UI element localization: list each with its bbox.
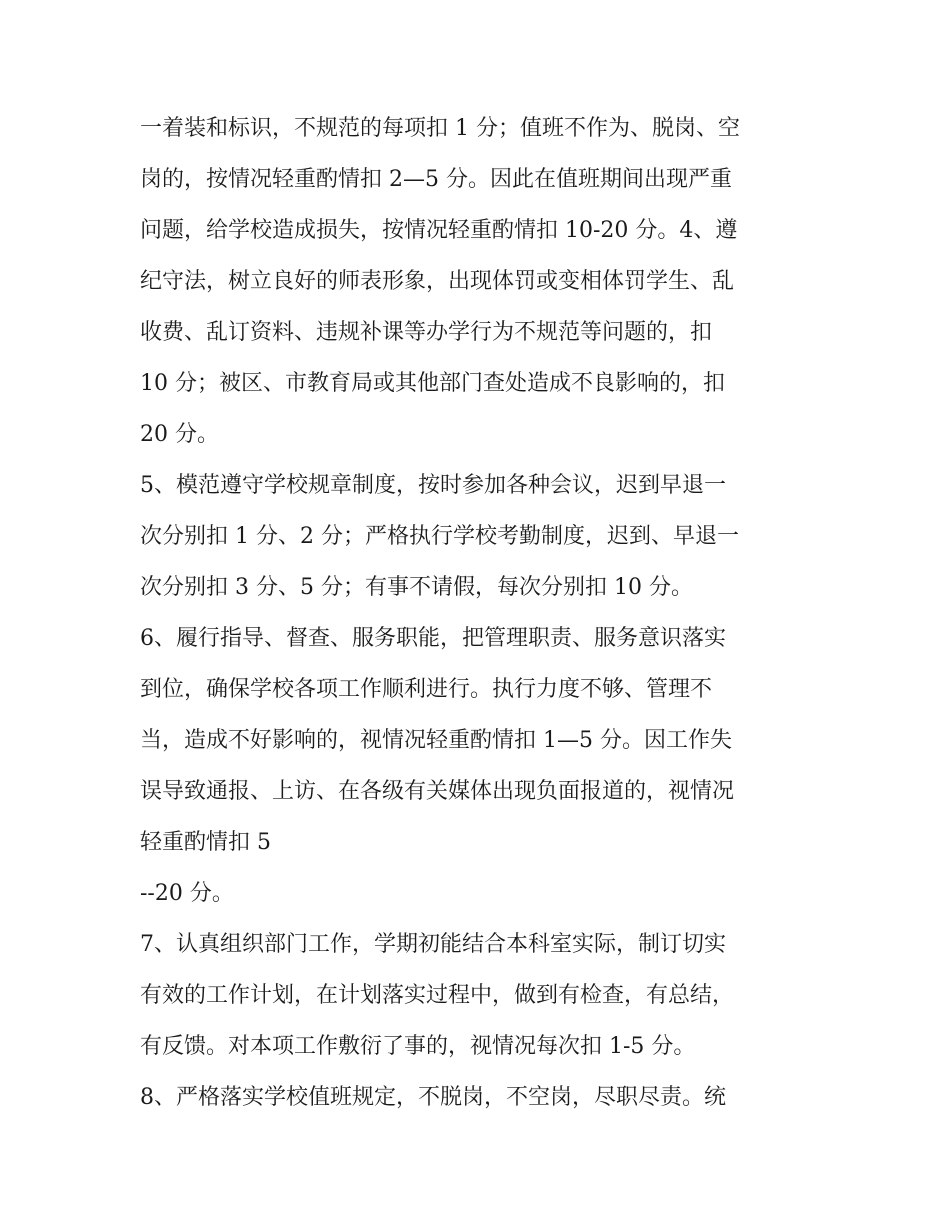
text-line: 收费、乱订资料、违规补课等办学行为不规范等问题的，扣	[140, 320, 713, 345]
text-line: 到位，确保学校各项工作顺利进行。执行力度不够、管理不	[140, 677, 713, 702]
text-line: 5、模范遵守学校规章制度，按时参加各种会议，迟到早退一	[140, 473, 726, 498]
text-line: 当，造成不好影响的，视情况轻重酌情扣 1—5 分。因工作失	[140, 728, 732, 753]
text-line: 问题，给学校造成损失，按情况轻重酌情扣 10-20 分。4、遵	[140, 218, 738, 243]
text-line: 20 分。	[140, 422, 219, 447]
text-line: 纪守法，树立良好的师表形象，出现体罚或变相体罚学生、乱	[140, 269, 735, 294]
text-line: 10 分；被区、市教育局或其他部门查处造成不良影响的，扣	[140, 371, 725, 396]
text-line: 7、认真组织部门工作，学期初能结合本科室实际，制订切实	[140, 932, 726, 957]
text-line: 有效的工作计划，在计划落实过程中，做到有检查，有总结，	[140, 983, 735, 1008]
text-line: 有反馈。对本项工作敷衍了事的，视情况每次扣 1-5 分。	[140, 1034, 696, 1059]
text-line: 6、履行指导、督查、服务职能，把管理职责、服务意识落实	[140, 626, 726, 651]
text-line: 次分别扣 1 分、2 分；严格执行学校考勤制度，迟到、早退一	[140, 524, 739, 549]
text-line: 岗的，按情况轻重酌情扣 2—5 分。因此在值班期间出现严重	[140, 167, 732, 192]
text-line: 次分别扣 3 分、5 分；有事不请假，每次分别扣 10 分。	[140, 575, 693, 600]
text-line: 一着装和标识，不规范的每项扣 1 分；值班不作为、脱岗、空	[140, 116, 740, 141]
text-line: 轻重酌情扣 5	[140, 830, 271, 855]
text-line: 8、严格落实学校值班规定，不脱岗，不空岗，尽职尽责。统	[140, 1085, 726, 1110]
document-body	[140, 103, 820, 1123]
text-line: 误导致通报、上访、在各级有关媒体出现负面报道的，视情况	[140, 779, 735, 804]
text-line: --20 分。	[140, 881, 234, 906]
